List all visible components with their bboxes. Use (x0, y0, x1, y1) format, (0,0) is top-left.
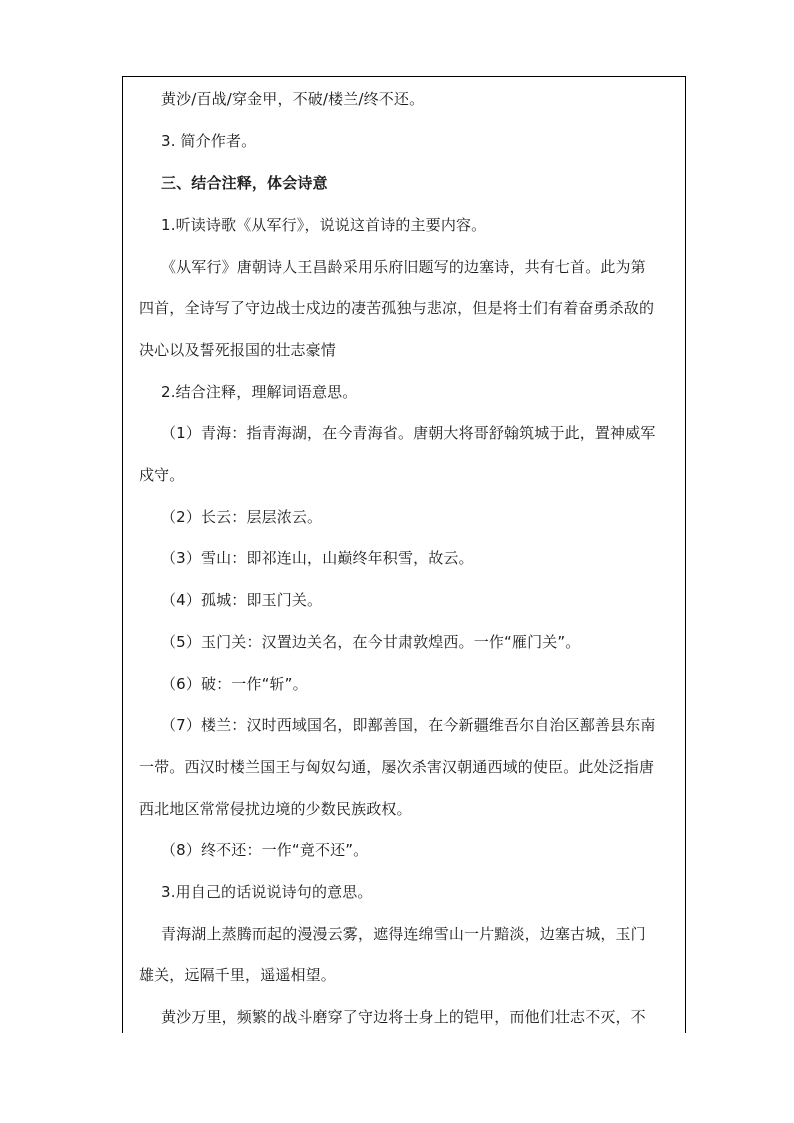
text-line: 西北地区常常侵扰边境的少数民族政权。 (139, 800, 412, 818)
document-table-cell (122, 76, 686, 1033)
text-line: （3）雪山：即祁连山，山巅终年积雪，故云。 (161, 549, 474, 567)
text-line: 青海湖上蒸腾而起的漫漫云雾，遮得连绵雪山一片黯淡，边塞古城，玉门 (161, 925, 646, 943)
text-line: 1.听读诗歌《从军行》，说说这首诗的主要内容。 (161, 216, 487, 234)
text-line: （1）青海：指青海湖，在今青海省。唐朝大将哥舒翰筑城于此，置神威军 (161, 424, 656, 442)
text-line: 四首，全诗写了守边战士戍边的凄苦孤独与悲凉，但是将士们有着奋勇杀敌的 (139, 299, 655, 317)
text-line: （5）玉门关：汉置边关名，在今甘肃敦煌西。一作“雁门关”。 (161, 633, 581, 651)
text-line: 雄关，远隔千里，遥遥相望。 (139, 966, 336, 984)
text-line: 戍守。 (139, 466, 185, 484)
text-line: （8）终不还：一作“竟不还”。 (161, 841, 369, 859)
text-line: 2.结合注释，理解词语意思。 (161, 383, 358, 401)
text-line: 3.用自己的话说说诗句的意思。 (161, 883, 373, 901)
text-line: 决心以及誓死报国的壮志豪情 (139, 341, 336, 359)
text-line: 一带。西汉时楼兰国王与匈奴勾通，屡次杀害汉朝通西域的使臣。此处泛指唐 (139, 758, 655, 776)
text-line: （4）孤城：即玉门关。 (161, 591, 323, 609)
section-heading: 三、结合注释，体会诗意 (161, 174, 328, 192)
text-line: 《从军行》唐朝诗人王昌龄采用乐府旧题写的边塞诗，共有七首。此为第 (161, 258, 646, 276)
text-line: （7）楼兰：汉时西域国名，即鄯善国，在今新疆维吾尔自治区鄯善县东南 (161, 716, 656, 734)
text-line: （6）破：一作“斩”。 (161, 675, 308, 693)
text-line: 黄沙/百战/穿金甲，不破/楼兰/终不还。 (161, 90, 425, 108)
text-line: 黄沙万里，频繁的战斗磨穿了守边将士身上的铠甲，而他们壮志不灭，不 (161, 1008, 646, 1026)
text-line: 3. 简介作者。 (161, 132, 257, 150)
text-line: （2）长云：层层浓云。 (161, 508, 323, 526)
